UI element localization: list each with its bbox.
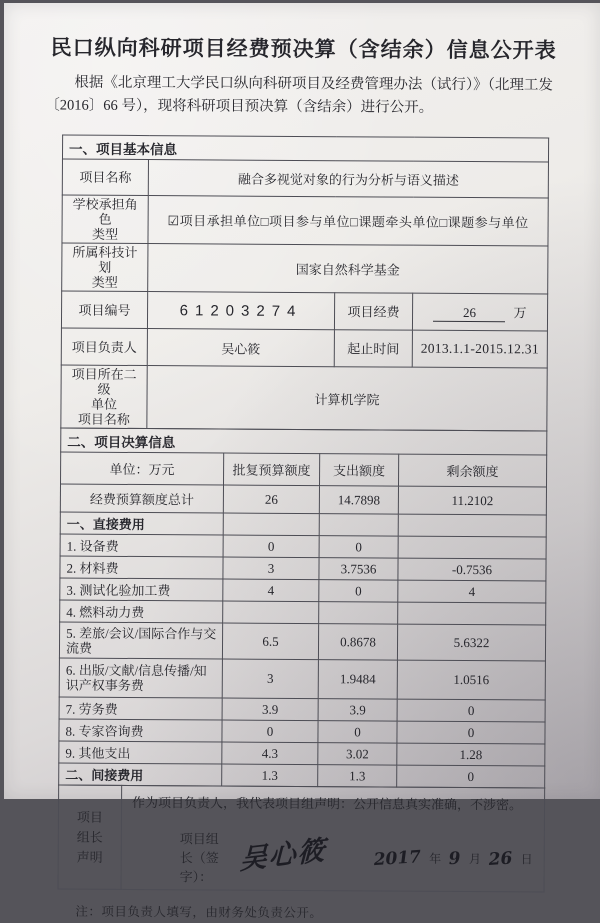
date-year: 2017 xyxy=(373,846,422,870)
budget-cell-remaining xyxy=(398,536,546,559)
budget-cell-spent: 14.7898 xyxy=(319,486,398,514)
budget-table xyxy=(58,428,547,789)
fund-amount: 26 xyxy=(433,305,505,322)
budget-col-header-unit: 单位：万元 xyxy=(61,452,224,485)
budget-cell-remaining: 11.2102 xyxy=(398,486,546,515)
sign-label: 项目组长（签字）： xyxy=(179,831,219,885)
budget-row-label: 一、直接费用 xyxy=(60,512,223,535)
budget-cell-spent: 0.8678 xyxy=(318,624,397,660)
budget-cell-spent: 3.02 xyxy=(318,743,397,765)
budget-row-publication xyxy=(59,658,545,700)
budget-cell-spent: 0 xyxy=(319,536,398,558)
budget-cell-spent: 1.3 xyxy=(318,765,397,787)
project-name-label: 项目名称 xyxy=(62,159,148,196)
date-day: 26 xyxy=(488,847,514,870)
footnote: 注：项目负责人填写，由财务处负责公开。 xyxy=(75,904,323,921)
project-name-row xyxy=(62,159,548,198)
budget-cell-remaining: 0 xyxy=(397,699,545,722)
project-number-row xyxy=(61,291,547,331)
unit-row xyxy=(61,365,547,431)
basic-info-table xyxy=(60,135,549,432)
budget-cell-approved: 3 xyxy=(222,659,318,699)
budget-col-header-remaining: 剩余额度 xyxy=(398,454,546,487)
budget-cell-approved: 1.3 xyxy=(222,764,318,787)
declaration-label-line1: 项目 xyxy=(76,809,104,825)
budget-section-title: 二、项目决算信息 xyxy=(61,428,547,455)
fund-unit: 万 xyxy=(513,305,527,321)
page-title: 民口纵向科研项目经费预决算（含结余）信息公开表 xyxy=(50,35,557,63)
budget-row-testing xyxy=(60,578,546,603)
budget-cell-approved: 4 xyxy=(223,579,319,602)
budget-cell-remaining: 0 xyxy=(397,765,545,788)
form-tables xyxy=(58,135,549,893)
budget-cell-spent: 3.9 xyxy=(318,699,397,721)
budget-col-header-spent: 支出额度 xyxy=(319,454,398,486)
role-type-checkboxes: ☑项目承担单位□项目参与单位□课题牵头单位□课题参与单位 xyxy=(148,196,548,246)
budget-total-row xyxy=(60,484,546,515)
budget-cell-remaining: 5.6322 xyxy=(397,624,545,661)
budget-row-travel xyxy=(59,622,545,661)
fund-label: 项目经费 xyxy=(334,293,412,330)
leader-label: 项目负责人 xyxy=(61,328,147,366)
intro-line-1: 根据《北京理工大学民口纵向科研项目及经费管理办法（试行）》（北理工发 xyxy=(74,74,553,94)
budget-row-equipment xyxy=(60,534,546,559)
budget-cell-approved: 3.9 xyxy=(222,698,318,721)
budget-row-other xyxy=(59,741,545,766)
plan-type-label xyxy=(62,243,148,292)
budget-cell-remaining: 0 xyxy=(397,721,545,744)
basic-section-header-row xyxy=(62,135,548,162)
role-type-label xyxy=(62,195,148,244)
budget-cell-spent: 3.7536 xyxy=(319,558,398,580)
budget-cell-spent: 1.9484 xyxy=(318,660,397,699)
budget-header-row xyxy=(61,452,547,487)
plan-type-row xyxy=(62,243,548,294)
budget-direct-row xyxy=(60,512,546,537)
declaration-row xyxy=(58,785,545,892)
project-name-value: 融合多视觉对象的行为分析与语义描述 xyxy=(148,160,548,198)
budget-cell-remaining: 4 xyxy=(398,580,546,603)
declaration-label-line2: 组长 xyxy=(76,829,103,845)
plan-label-line2: 类型 xyxy=(91,274,118,290)
budget-row-label: 2. 材料费 xyxy=(60,556,223,579)
document-content xyxy=(1,1,600,921)
budget-cell-approved: 0 xyxy=(223,535,319,558)
budget-cell-remaining xyxy=(398,514,546,537)
unit-value: 计算机学院 xyxy=(147,366,547,431)
role-type-row xyxy=(62,195,548,246)
budget-cell-approved xyxy=(223,601,319,624)
budget-section-header-row xyxy=(61,428,547,455)
budget-row-label: 经费预算额度总计 xyxy=(60,484,223,513)
date-month: 9 xyxy=(448,848,462,869)
budget-cell-remaining: 1.28 xyxy=(397,743,545,766)
project-number-text: 61203274 xyxy=(179,301,303,320)
intro-line-2: 〔2016〕66 号），现将科研项目预决算（含结余）进行公开。 xyxy=(45,97,434,116)
budget-row-label: 二、间接费用 xyxy=(59,763,222,786)
project-number-value xyxy=(147,292,334,330)
budget-row-label: 8. 专家咨询费 xyxy=(59,719,222,742)
budget-row-label: 7. 劳务费 xyxy=(59,697,222,720)
unit-label xyxy=(61,365,147,429)
plan-type-value: 国家自然科学基金 xyxy=(148,244,548,294)
budget-row-label: 4. 燃料动力费 xyxy=(60,600,223,623)
unit-label-line1: 项目所在二级 xyxy=(71,366,137,397)
budget-cell-remaining: -0.7536 xyxy=(398,558,546,581)
project-number-label: 项目编号 xyxy=(61,291,147,329)
budget-row-label: 6. 出版/文献/信息传播/知识产权事务费 xyxy=(59,658,222,698)
budget-cell-approved xyxy=(223,513,319,536)
intro-paragraph xyxy=(45,71,565,120)
budget-cell-remaining xyxy=(398,602,546,625)
declaration-content xyxy=(121,785,545,892)
budget-row-label: 3. 测试化验加工费 xyxy=(60,578,223,601)
role-label-line1: 学校承担角色 xyxy=(72,196,138,227)
budget-cell-spent: 0 xyxy=(318,721,397,743)
date-day-suffix: 日 xyxy=(520,852,533,867)
leader-value: 吴心筱 xyxy=(147,329,334,367)
unit-label-line2: 单位 xyxy=(90,396,118,412)
budget-row-label: 9. 其他支出 xyxy=(59,741,222,764)
unit-label-line3: 项目名称 xyxy=(77,411,130,427)
period-label: 起止时间 xyxy=(334,330,412,367)
budget-cell-approved: 0 xyxy=(222,720,318,743)
declaration-table xyxy=(58,785,546,893)
budget-cell-approved: 3 xyxy=(223,557,319,580)
budget-cell-spent: 0 xyxy=(319,580,398,602)
budget-cell-approved: 6.5 xyxy=(222,623,318,660)
declaration-statement: 作为项目负责人，我代表项目组声明：公开信息真实准确，不涉密。 xyxy=(132,794,523,813)
paper-sheet xyxy=(4,3,600,921)
budget-row-label: 1. 设备费 xyxy=(60,534,223,557)
fund-value-cell xyxy=(412,293,547,331)
date-year-suffix: 年 xyxy=(429,851,442,866)
budget-cell-spent xyxy=(319,602,398,624)
budget-row-consulting xyxy=(59,719,545,744)
basic-section-title: 一、项目基本信息 xyxy=(62,135,548,162)
budget-cell-remaining: 1.0516 xyxy=(397,660,545,700)
declaration-label xyxy=(58,785,122,889)
budget-col-header-approved: 批复预算额度 xyxy=(223,453,319,486)
signature-date xyxy=(369,848,536,869)
budget-cell-approved: 4.3 xyxy=(222,742,318,765)
signature-row xyxy=(180,828,536,887)
budget-row-fuel xyxy=(60,600,546,625)
budget-cell-approved: 26 xyxy=(223,485,319,514)
leader-signature: 吴心筱 xyxy=(239,834,327,877)
leader-row xyxy=(61,328,547,368)
role-label-line2: 类型 xyxy=(91,226,119,242)
budget-cell-spent xyxy=(319,514,398,536)
budget-row-materials xyxy=(60,556,546,581)
period-text: 2013.1.1-2015.12.31 xyxy=(420,340,539,357)
budget-row-labor xyxy=(59,697,545,722)
declaration-label-line3: 声明 xyxy=(76,849,103,865)
budget-row-label: 5. 差旅/会议/国际合作与交流费 xyxy=(59,622,222,659)
date-month-suffix: 月 xyxy=(468,852,482,867)
period-value xyxy=(412,330,547,368)
plan-label-line1: 所属科技计划 xyxy=(72,244,138,275)
